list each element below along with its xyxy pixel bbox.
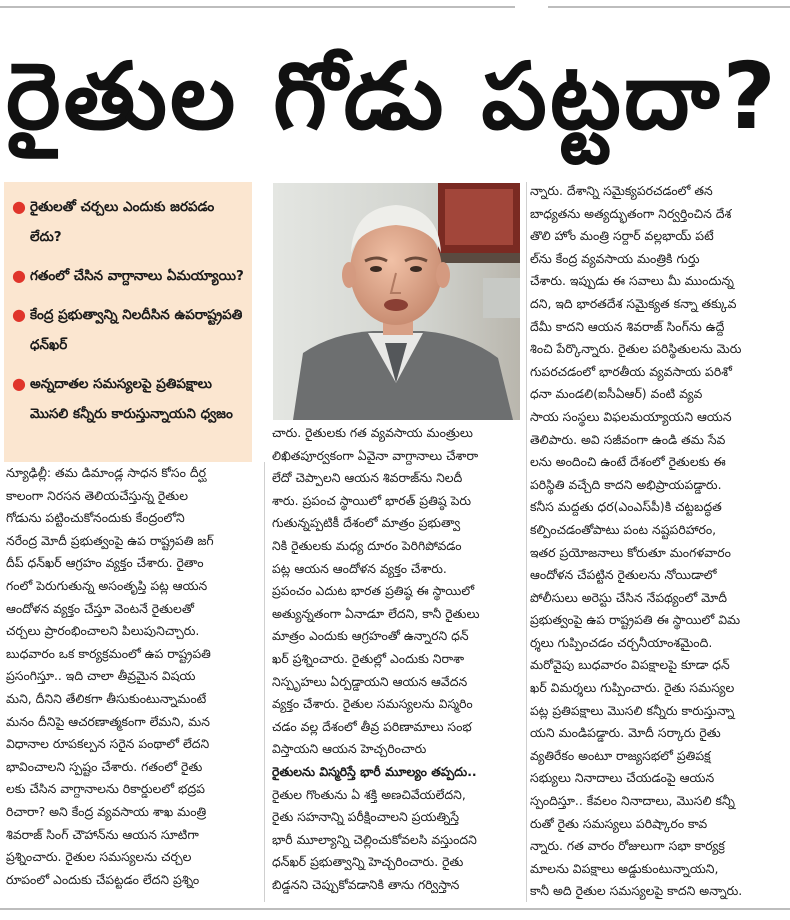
bullet-icon: ● <box>12 266 26 285</box>
text-line: కనీస మద్దతు ధర(ఎంఎస్‌పీ)కి చట్టబద్ధత <box>530 499 722 515</box>
text-line: తొలి హోం మంత్రి సర్దార్ వల్లభాయ్ పటే <box>530 228 714 244</box>
text-line: ప్రశ్నించారు. రైతుల సమస్యలను చర్చల <box>6 849 192 865</box>
text-line: చడం వల్ల దేశంలో తీవ్ర పరిణామాలు సంభ <box>272 718 472 734</box>
bullet-icon: ● <box>12 305 26 324</box>
text-line: పోలీసులు అరెస్టు చేసిన నేపథ్యంలో మోదీ <box>530 589 728 605</box>
text-line: చేశారు. ఇప్పుడు ఈ సవాలు మీ ముందున్న <box>530 273 734 289</box>
text-line: రిచారా? అని కేంద్ర వ్యవసాయ శాఖ మంత్రి <box>6 803 207 819</box>
text-line: రుతో రైతు సమస్యలు పరిష్కారం కావ <box>530 815 708 831</box>
text-line: న్యూఢిల్లీ: తమ డిమాండ్ల సాధన కోసం దీర్ఘ <box>6 465 206 480</box>
bullet-icon: ● <box>12 197 26 216</box>
text-line: గోడును పట్టించుకోనందుకు కేంద్రంలోని <box>6 510 185 526</box>
highlight-item <box>12 369 244 429</box>
article-subheading: రైతులను విస్మరిస్తే భారీ మూల్యం తప్పదు.. <box>272 763 477 779</box>
text-line: భారీ మూల్యాన్ని చెల్లించుకోవలసి వస్తుందని <box>272 831 477 847</box>
text-line: వ్యతిరేకం అంటూ రాజ్యసభలో ప్రతిపక్ష <box>530 747 711 763</box>
text-line: రూపంలో ఎందుకు చేపట్టడం లేదని ప్రశ్నిం <box>6 871 200 887</box>
text-line: ధనా మండలి(ఐసీఏఆర్) వంటి వ్యవ <box>530 386 703 402</box>
text-line: బిడ్డనని చెప్పుకోవడానికి తాను గర్విస్తాన <box>272 876 460 892</box>
text-line: లను అందించి ఉంటే దేశంలో రైతులకు ఈ <box>530 454 726 470</box>
headline: రైతుల గోడు పట్టదా? <box>6 43 779 150</box>
highlights-box <box>4 182 252 462</box>
text-line: చారు. రైతులకు గత వ్యవసాయ మంత్రులు <box>272 425 473 440</box>
text-line: విస్తాయని ఆయన హెచ్చరించారు <box>272 741 427 757</box>
article-column-3 <box>530 180 785 902</box>
text-line: మనం దీనిపై ఆచరణాత్మకంగా లేమని, మన <box>6 713 210 729</box>
top-divider-right <box>548 6 790 8</box>
text-line: సభ్యులు నినాదాలు చేయడంపై ఆయన <box>530 770 715 786</box>
text-line: తెలిపారు. అవి సజీవంగా ఉండి తమ సేవ <box>530 431 726 447</box>
text-line: గంలో పెరుగుతున్న అసంతృప్తి పట్ల ఆయన <box>6 577 208 593</box>
article-column-2 <box>272 422 524 902</box>
text-line: విధానాల రూపకల్పన సరైన పంథాలో లేదని <box>6 736 210 752</box>
top-divider-left <box>0 6 515 8</box>
text-line: రైతు సహనాన్ని పరీక్షించాలని ప్రయత్నిస్తే <box>272 809 460 825</box>
text-line: సాయ సంస్థలు విఫలమయ్యాయని ఆయన <box>530 408 732 424</box>
text-line: కాలంగా నిరసన తెలియచేస్తున్న రైతుల <box>6 487 188 503</box>
text-line: ఆందోళన చేపట్టిన రైతులను నోయిడాలో <box>530 567 717 583</box>
text-line: శివరాజ్ సింగ్ చౌహాన్‌ను ఆయన సూటిగా <box>6 826 199 842</box>
text-line: లేదో చెప్పాలని ఆయన శివరాజ్‌ను నిలదీ <box>272 470 463 486</box>
text-line: మని, దీనిని తేలికగా తీసుకుంటున్నామంటే <box>6 690 207 706</box>
highlight-text: రైతులతో చర్చలు ఎందుకు జరపడం లేదు? <box>30 199 215 245</box>
text-line: గుతున్నప్పటికీ దేశంలో మాత్రం ప్రభుత్వా <box>272 515 461 531</box>
text-line: మరోవైపు బుధవారం విపక్షాలపై కూడా ధన్ <box>530 657 730 673</box>
text-line: నికి రైతులకు మధ్య దూరం పెరిగిపోవడం <box>272 537 462 553</box>
highlight-item <box>12 261 244 291</box>
text-line: అత్యున్నతంగా ఏనాడూ లేదని, కానీ రైతులు <box>272 605 480 621</box>
text-line: నిస్పృహలు ఏర్పడ్డాయని ఆయన ఆవేదన <box>272 673 468 689</box>
text-line: పరిస్థితి వచ్చేది కాదని అభిప్రాయపడ్డారు. <box>530 476 722 492</box>
text-line: లిఖితపూర్వకంగా ఏవైనా వాగ్దానాలు చేశారా <box>272 447 479 463</box>
text-line: శించి పేర్కొన్నారు. రైతుల పరిస్థితులను మెరు <box>530 341 742 357</box>
text-line: దేమీ కాదని ఆయన శివరాజ్ సింగ్‌ను ఉద్దే <box>530 318 725 334</box>
article-column-1 <box>6 462 258 902</box>
text-line: బాధ్యతను అత్యద్భుతంగా నిర్వర్తించిన దేశ <box>530 205 732 221</box>
text-line: ప్రసంగిస్తూ.. ఇది చాలా తీవ్రమైన విషయ <box>6 668 196 684</box>
text-line: లకు చేసిన వాగ్దానాలను రికార్డులలో భద్రప <box>6 781 205 797</box>
text-line: ఖర్ ప్రశ్నించారు. రైతుల్లో ఎందుకు నిరాశా <box>272 650 465 666</box>
text-line: దీప్ ధన్‌ఖర్ ఆగ్రహం వ్యక్తం చేశారు. రైతాం <box>6 555 204 571</box>
highlight-text: కేంద్ర ప్రభుత్వాన్ని నిలదీసిన ఉపరాష్ట్రపతి ధన్‌ఖర్ <box>30 307 243 353</box>
text-line: పట్ల ప్రతిపక్షాలు మొసలి కన్నీరు కారుస్తున్నా <box>530 702 735 718</box>
text-line: భావించాలని స్పష్టం చేశారు. గతంలో రైతు <box>6 758 203 774</box>
news-photo <box>273 183 520 420</box>
text-line: ఖర్ విమర్శలు గుప్పించారు. రైతు సమస్యల <box>530 680 735 696</box>
text-line: దని, ఇది భారతదేశ సమైక్యత కన్నా తక్కువ <box>530 295 737 311</box>
text-line: శారు. ప్రపంచ స్థాయిలో భారత్ ప్రతిష్ఠ పెరు <box>272 492 472 508</box>
portrait-illustration <box>273 183 520 420</box>
text-line: ప్రభుత్వంపై ఉప రాష్ట్రపతి ఈ స్థాయిలో విమ <box>530 612 741 628</box>
text-line: రైతుల గొంతును ఏ శక్తి అణచివేయలేదని, <box>272 786 466 802</box>
text-line: మాత్రం ఎందుకు ఆగ్రహంతో ఉన్నారని ధన్ <box>272 628 469 644</box>
text-line: కల్పించడంతోపాటు పంట నష్టపరిహారం, <box>530 521 717 537</box>
text-line: ఇతర ప్రయోజనాలు కోరుతూ మంగళవారం <box>530 544 731 560</box>
text-line: మాలను విపక్షాలు అడ్డుకుంటున్నాయని, <box>530 860 719 876</box>
bottom-divider <box>0 908 790 910</box>
text-line: ర్శలు గుప్పించడం చర్చనీయాంశమైంది. <box>530 634 713 650</box>
text-line: పట్ల ఆయన ఆందోళన వ్యక్తం చేశారు. <box>272 560 447 576</box>
text-line: నరేంద్ర మోదీ ప్రభుత్వంపై ఉప రాష్ట్రపతి జగ్ <box>6 532 214 548</box>
bullet-icon: ● <box>12 374 26 393</box>
column-divider <box>264 462 265 902</box>
text-line: యని మండిపడ్డారు. మోదీ సర్కారు రైతు <box>530 725 721 741</box>
column-divider <box>526 182 527 902</box>
text-line: చర్చలు ప్రారంభించాలని పిలుపునిచ్చారు. <box>6 623 200 639</box>
text-line: ల్‌ను కేంద్ర వ్యవసాయ మంత్రికి గుర్తు <box>530 250 700 266</box>
text-line: ప్రపంచం ఎదుట భారత ప్రతిష్ఠ ఈ స్థాయిలో <box>272 583 475 599</box>
text-line: బుధవారం ఒక కార్యక్రమంలో ఉప రాష్ట్రపతి <box>6 645 211 661</box>
text-line: న్నారు. గత వారం రోజులుగా సభా కార్యక్ర <box>530 838 725 854</box>
text-line: గుపరచడంలో భారతీయ వ్యవసాయ పరిశో <box>530 363 732 379</box>
highlight-text: గతంలో చేసిన వాగ్దానాలు ఏమయ్యాయి? <box>30 268 244 284</box>
text-line: కానీ అది రైతుల సమస్యలపై కాదని అన్నారు. <box>530 883 743 899</box>
text-line: ఆందోళన వ్యక్తం చేస్తూ వెంటనే రైతులతో <box>6 600 194 616</box>
highlight-item <box>12 300 244 360</box>
text-line: న్నారు. దేశాన్ని సమైక్యపరచడంలో తన <box>530 183 713 198</box>
text-line: స్పందిస్తూ.. కేవలం నినాదాలు, మొసలి కన్నీ <box>530 793 735 809</box>
text-line: ధన్‌ఖర్ ప్రభుత్వాన్ని హెచ్చరించారు. రైతు <box>272 854 464 870</box>
highlight-text: అన్నదాతల సమస్యలపై ప్రతిపక్షాలు మొసలి కన్నీరు కారుస్తున్నాయని ధ్వజం <box>30 376 233 422</box>
highlight-item <box>12 192 244 252</box>
text-line: వ్యక్తం చేశారు. రైతుల సమస్యలను విస్మరిం <box>272 696 473 712</box>
